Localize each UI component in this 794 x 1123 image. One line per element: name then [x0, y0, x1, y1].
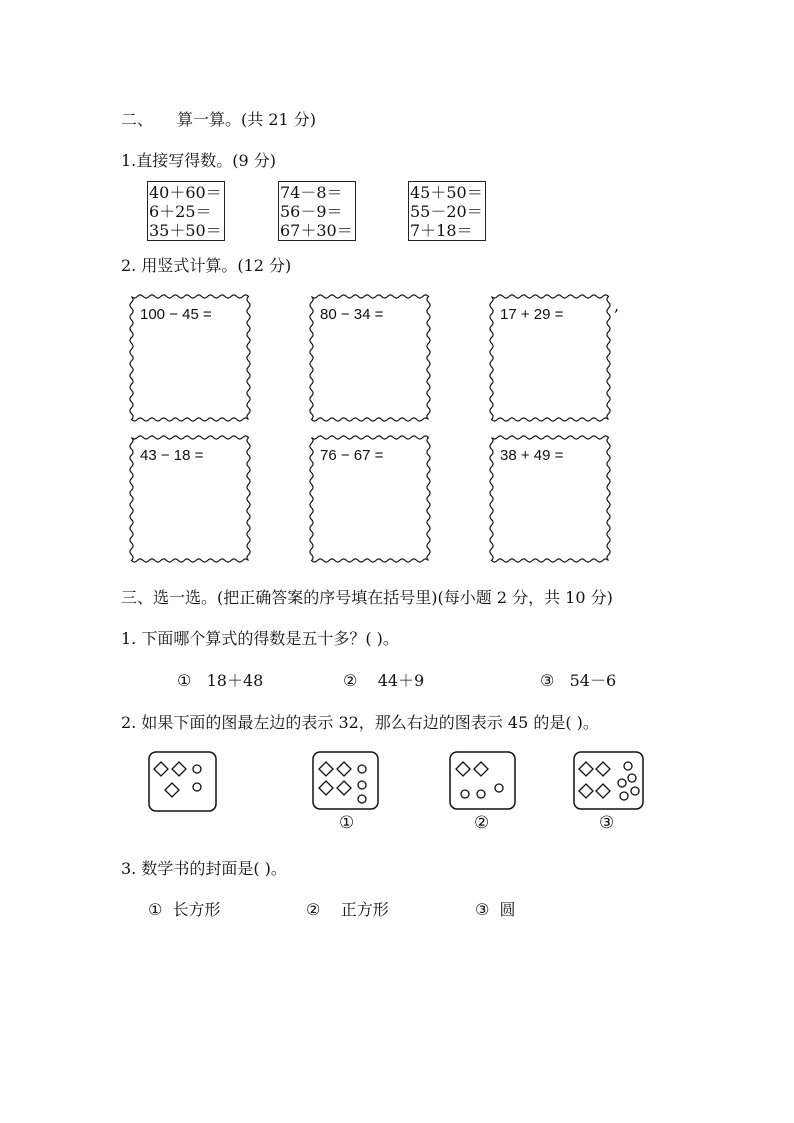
math-item: 56－9＝	[280, 202, 343, 221]
mental-math-group-1	[147, 181, 225, 241]
option-3-3-c[interactable]	[475, 897, 516, 920]
option-mark: ①	[148, 900, 163, 919]
math-item: 6＋25＝	[149, 202, 212, 221]
shape-group-picture	[449, 751, 517, 811]
math-item: 74－8＝	[280, 183, 343, 202]
option-text: 44＋9	[377, 671, 425, 690]
picture-option-3-label: ③	[599, 813, 615, 833]
option-3-1-c[interactable]	[540, 668, 616, 691]
calc-expression: 17 + 29 =	[500, 306, 564, 323]
picture-reference	[148, 751, 218, 817]
question-2-2-title: 2. 用竖式计算。(12 分)	[121, 256, 292, 275]
option-3-3-b[interactable]	[306, 897, 389, 920]
picture-option-1[interactable]	[312, 751, 380, 815]
option-text: 正方形	[340, 900, 389, 919]
shape-group-picture	[148, 751, 218, 813]
calc-expression: 100 − 45 =	[140, 306, 212, 323]
math-item: 67＋30＝	[280, 221, 353, 240]
option-3-1-b[interactable]	[343, 668, 424, 691]
mental-math-group-2	[278, 181, 356, 241]
option-text: 长方形	[172, 900, 221, 919]
math-item: 35＋50＝	[149, 221, 222, 240]
option-text: 18＋48	[206, 671, 264, 690]
vertical-calc-box-5[interactable]	[309, 435, 431, 563]
math-item: 45＋50＝	[410, 183, 483, 202]
section-2-number: 二、	[121, 110, 154, 129]
mental-math-group-3	[408, 181, 486, 241]
option-mark: ③	[475, 900, 490, 919]
option-3-3-a[interactable]	[148, 897, 221, 920]
picture-option-2[interactable]	[449, 751, 517, 815]
section-2-title: 算一算。(共 21 分)	[177, 110, 317, 129]
option-text: 圆	[499, 900, 516, 919]
stray-comma: ,	[614, 296, 620, 315]
vertical-calc-box-3[interactable]	[489, 294, 611, 422]
section-3-title: 三、选一选。(把正确答案的序号填在括号里)(每小题 2 分，共 10 分)	[121, 588, 613, 607]
picture-option-3[interactable]	[573, 751, 645, 815]
shape-group-picture	[573, 751, 645, 811]
calc-expression: 38 + 49 =	[500, 447, 564, 464]
option-mark: ①	[177, 671, 192, 690]
vertical-calc-box-2[interactable]	[309, 294, 431, 422]
calc-expression: 76 − 67 =	[320, 447, 384, 464]
option-text: 54－6	[569, 671, 617, 690]
math-item: 40＋60＝	[149, 183, 222, 202]
question-2-1-title: 1.直接写得数。(9 分)	[121, 151, 277, 170]
calc-expression: 43 − 18 =	[140, 447, 204, 464]
option-mark: ②	[306, 900, 321, 919]
question-3-2-stem: 2. 如果下面的图最左边的表示 32，那么右边的图表示 45 的是( )。	[121, 713, 599, 732]
math-item: 7＋18＝	[410, 221, 473, 240]
picture-option-1-label: ①	[339, 813, 355, 833]
math-item: 55－20＝	[410, 202, 483, 221]
option-mark: ③	[540, 671, 555, 690]
calc-expression: 80 − 34 =	[320, 306, 384, 323]
option-3-1-a[interactable]	[177, 668, 263, 691]
question-3-3-stem: 3. 数学书的封面是( )。	[121, 859, 287, 878]
question-3-1-stem: 1. 下面哪个算式的得数是五十多？( )。	[121, 629, 399, 648]
option-mark: ②	[343, 671, 358, 690]
vertical-calc-box-1[interactable]	[129, 294, 251, 422]
picture-option-2-label: ②	[474, 813, 490, 833]
vertical-calc-box-4[interactable]	[129, 435, 251, 563]
shape-group-picture	[312, 751, 380, 811]
vertical-calc-box-6[interactable]	[489, 435, 611, 563]
